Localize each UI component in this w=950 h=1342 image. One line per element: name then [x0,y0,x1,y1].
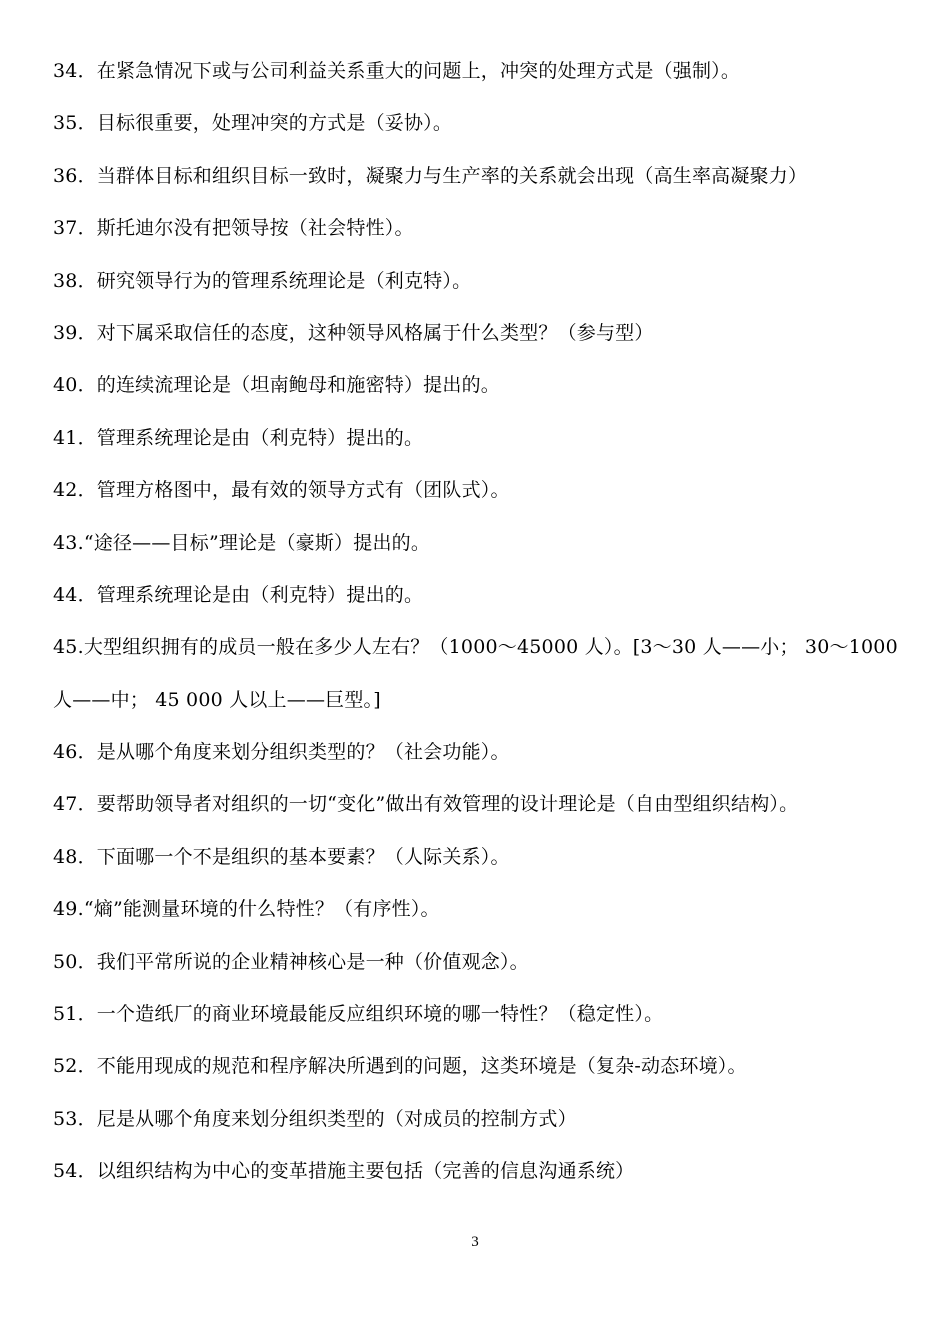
list-item [53,372,903,398]
list-item-continuation [53,687,903,713]
list-item [53,530,903,556]
question-list [53,58,903,1211]
item-text: 以组织结构为中心的变革措施主要包括（完善的信息沟通系统） [96,1160,635,1183]
list-item [53,58,903,84]
item-text: 要帮助领导者对组织的一切“变化”做出有效管理的设计理论是（自由型组织结构）。 [96,793,799,816]
list-item [53,1158,903,1184]
item-number: 35． [53,112,97,135]
item-text: 目标很重要，处理冲突的方式是（妥协）。 [96,112,453,135]
item-text: 当群体目标和组织目标一致时，凝聚力与生产率的关系就会出现（高生率高凝聚力） [96,164,808,187]
list-item [53,163,903,189]
item-number: 37． [53,217,97,240]
item-number: 51． [53,1003,97,1026]
item-text: 管理系统理论是由（利克特）提出的。 [96,583,424,606]
item-text: 在紧急情况下或与公司利益关系重大的问题上，冲突的处理方式是（强制）。 [96,60,741,82]
list-item [53,110,903,136]
item-number: 45. [53,636,84,659]
list-item [53,949,903,975]
item-text: “途径——目标”理论是（豪斯）提出的。 [83,531,431,554]
list-item [53,1053,903,1079]
item-text: 我们平常所说的企业精神核心是一种（价值观念）。 [96,950,529,973]
item-number: 53． [53,1107,97,1130]
item-text: 尼是从哪个角度来划分组织类型的（对成员的控制方式） [96,1107,577,1130]
item-text: 管理系统理论是由（利克特）提出的。 [96,426,424,449]
item-number: 49. [53,898,84,921]
item-number: 46． [53,741,97,764]
item-number: 39． [53,321,97,344]
item-text: “熵”能测量环境的什么特性？（有序性）。 [83,898,440,921]
list-item [53,791,903,817]
list-item [53,268,903,294]
list-item [53,1001,903,1027]
item-text: 大型组织拥有的成员一般在多少人左右？（1000～45000 人）。[3～30 人——小； 30～1000 [83,636,898,659]
list-item [53,582,903,608]
item-number: 43. [53,531,84,554]
item-number: 50． [53,950,97,973]
item-text: 是从哪个角度来划分组织类型的？（社会功能）。 [96,741,510,764]
list-item [53,425,903,451]
item-number: 44． [53,583,97,606]
item-number: 52． [53,1055,97,1078]
item-number: 48． [53,845,97,868]
list-item [53,844,903,870]
item-text: 的连续流理论是（坦南鲍母和施密特）提出的。 [96,374,500,397]
list-item [53,634,903,660]
item-text: 斯托迪尔没有把领导按（社会特性）。 [96,217,414,240]
item-number: 40． [53,374,97,397]
item-number: 36． [53,164,97,187]
item-number: 42． [53,479,97,502]
list-item [53,477,903,503]
item-text: 研究领导行为的管理系统理论是（利克特）。 [96,269,472,292]
item-text: 一个造纸厂的商业环境最能反应组织环境的哪一特性？（稳定性）。 [96,1003,664,1026]
item-number: 34． [53,60,97,82]
list-item [53,896,903,922]
item-text: 人——中； 45 000 人以上——巨型。] [53,688,381,711]
item-number: 41． [53,426,97,449]
list-item [53,320,903,346]
list-item [53,215,903,241]
item-number: 47． [53,793,97,816]
item-text: 不能用现成的规范和程序解决所遇到的问题，这类环境是（复杂-动态环境）。 [96,1055,747,1078]
item-number: 54． [53,1160,97,1183]
page-number: 3 [471,1234,479,1250]
list-item [53,1106,903,1132]
item-number: 38． [53,269,97,292]
list-item [53,739,903,765]
item-text: 对下属采取信任的态度，这种领导风格属于什么类型？（参与型） [96,321,654,344]
item-text: 管理方格图中，最有效的领导方式有（团队式）。 [96,479,510,502]
item-text: 下面哪一个不是组织的基本要素？（人际关系）。 [96,845,510,868]
